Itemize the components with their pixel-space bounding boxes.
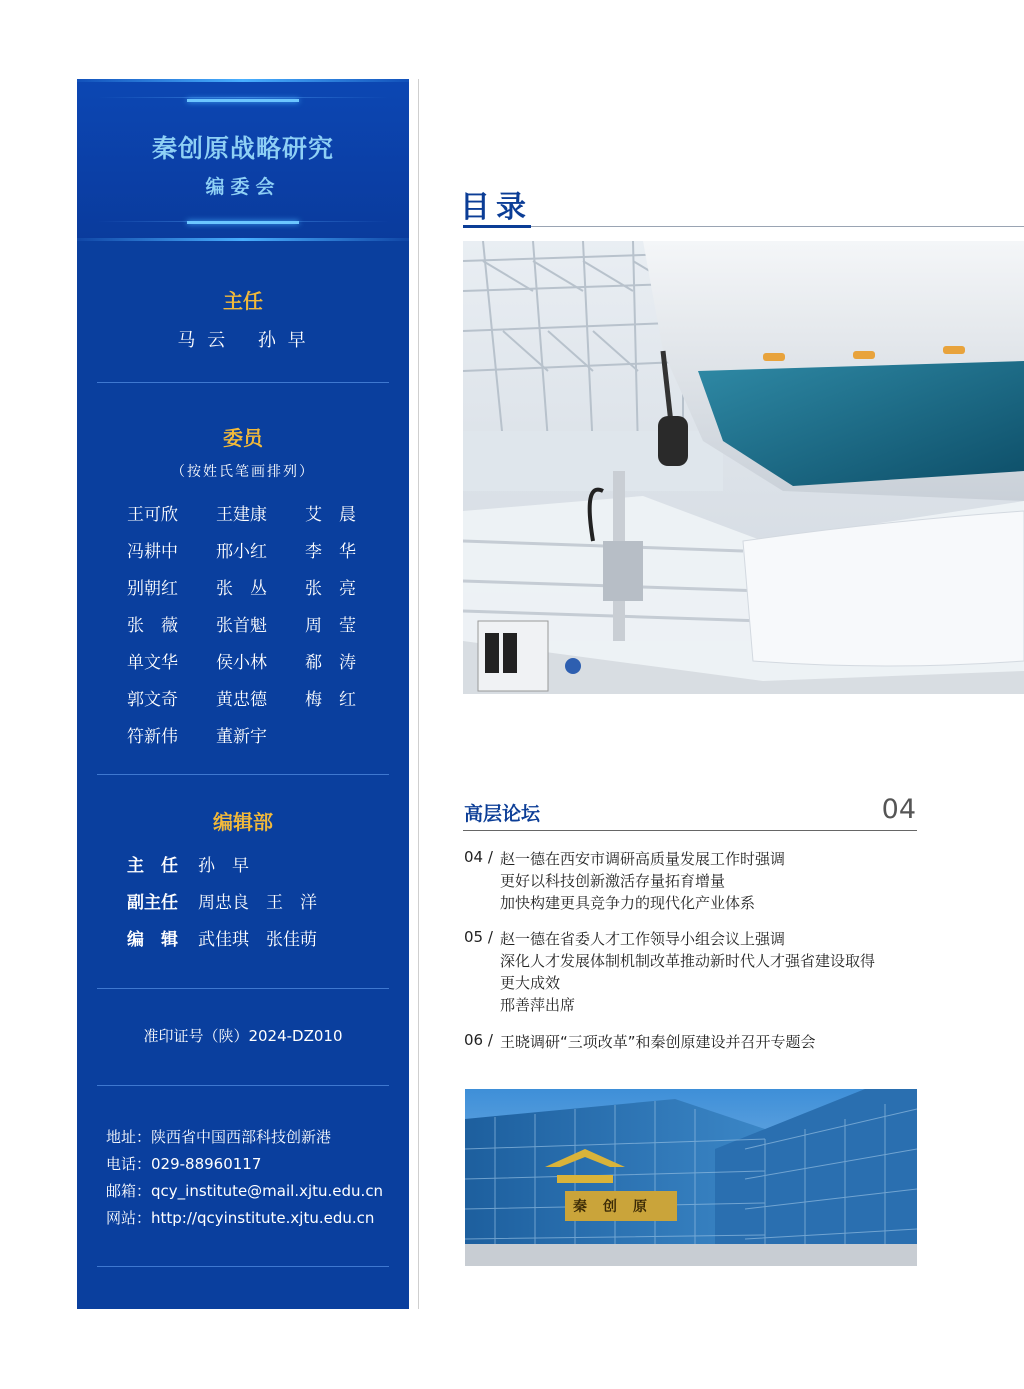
editor-row (127, 925, 317, 950)
member-name: 冯耕中 (127, 542, 178, 562)
member-name: 别朝红 (127, 579, 178, 599)
member-name: 黄忠德 (216, 690, 267, 710)
building-illustration (465, 1089, 917, 1266)
member-name: 周 莹 (305, 616, 356, 636)
toc-entry-headline: 赵一德在西安市调研高质量发展工作时强调 (500, 850, 786, 868)
magazine-title: 秦创原战略研究 (151, 134, 334, 163)
member-row (127, 716, 394, 753)
member-name: 郗 涛 (305, 653, 356, 673)
section-title-high-level-forum[interactable]: 高层论坛 (464, 803, 541, 825)
member-name: 郭文奇 (127, 690, 178, 710)
member-row (127, 679, 394, 716)
member-row (127, 605, 394, 642)
editor-names: 周忠良 王 洋 (198, 893, 317, 913)
section-rule (463, 830, 917, 831)
toc-entry-subline: 加快构建更具竞争力的现代化产业体系 (500, 894, 756, 912)
masthead (77, 79, 409, 241)
member-name: 李 华 (305, 542, 356, 562)
editor-role: 副主任 (127, 893, 178, 913)
toc-entry-page: 04 / (464, 848, 493, 866)
member-name: 董新宇 (216, 727, 267, 747)
member-name: 张 薇 (127, 616, 178, 636)
member-name: 王可欣 (127, 505, 178, 525)
page-gutter-rule (418, 79, 419, 1309)
divider (97, 774, 389, 775)
member-name: 单文华 (127, 653, 178, 673)
editor-names: 武佳琪 张佳萌 (198, 930, 317, 950)
contact-email[interactable]: 邮箱：qcy_institute@mail.xjtu.edu.cn (106, 1182, 384, 1200)
member-name: 符新伟 (127, 727, 178, 747)
toc-entry-subline: 邢善萍出席 (500, 996, 576, 1014)
toc-entry-headline: 赵一德在省委人才工作领导小组会议上强调 (500, 930, 786, 948)
contact-website[interactable]: 网站：http://qcyinstitute.xjtu.edu.cn (106, 1209, 375, 1227)
editor-role: 主 任 (127, 856, 178, 876)
toc-entry-subline: 更好以科技创新激活存量拓育增量 (500, 872, 726, 890)
member-row (127, 531, 394, 568)
committee-members (127, 494, 394, 753)
member-name: 张 亮 (305, 579, 356, 599)
member-row (127, 642, 394, 679)
editorial-dept-heading: 编辑部 (213, 810, 273, 834)
divider (97, 1266, 389, 1267)
masthead-glow-bottom (187, 221, 299, 224)
contact-phone: 电话：029-88960117 (106, 1155, 262, 1173)
member-name: 邢小红 (216, 542, 267, 562)
building-sign-text: 秦创原 (573, 1199, 663, 1215)
factory-truck-illustration (463, 241, 1024, 694)
editor-names: 孙 早 (198, 856, 249, 876)
editor-row (127, 851, 249, 876)
toc-entry-headline: 王晓调研“三项改革”和秦创原建设并召开专题会 (500, 1033, 816, 1051)
editorial-board-label: 编委会 (205, 176, 281, 198)
toc-title-underline (463, 225, 531, 228)
editorial-board-panel (77, 79, 409, 1309)
toc-rule (531, 226, 1024, 227)
member-name: 张首魁 (216, 616, 267, 636)
member-name: 艾 晨 (305, 505, 356, 525)
committee-ordering-note: （按姓氏笔画排列） (171, 464, 315, 480)
masthead-bottom-line (77, 238, 409, 241)
toc-title: 目录 (460, 190, 532, 225)
member-name: 王建康 (216, 505, 267, 525)
print-license-number: 准印证号（陕）2024-DZ010 (143, 1027, 343, 1045)
toc-entry-page: 06 / (464, 1031, 493, 1049)
editor-row (127, 888, 317, 913)
masthead-top-line (77, 79, 409, 82)
masthead-deco-line (97, 97, 389, 98)
member-name: 张 丛 (216, 579, 267, 599)
contact-address: 地址：陕西省中国西部科技创新港 (106, 1128, 332, 1146)
toc-entry-subline: 更大成效 (500, 974, 561, 992)
divider (97, 1085, 389, 1086)
member-row (127, 494, 394, 531)
member-row (127, 568, 394, 605)
member-name: 梅 红 (305, 690, 356, 710)
toc-entry-subline: 深化人才发展体制机制改革推动新时代人才强省建设取得 (500, 952, 876, 970)
editor-role: 编 辑 (127, 930, 178, 950)
director-heading: 主任 (223, 289, 263, 313)
factory-truck-photo (463, 241, 1024, 694)
director-names: 马 云 孙 早 (177, 330, 309, 351)
masthead-glow-top (187, 99, 299, 102)
committee-heading: 委员 (223, 426, 263, 450)
divider (97, 382, 389, 383)
qinchuangyuan-building-photo (465, 1089, 917, 1266)
member-name: 侯小林 (216, 653, 267, 673)
toc-entry-page: 05 / (464, 928, 493, 946)
section-page-number: 04 (881, 794, 916, 825)
divider (97, 988, 389, 989)
contact-info (106, 1124, 383, 1232)
